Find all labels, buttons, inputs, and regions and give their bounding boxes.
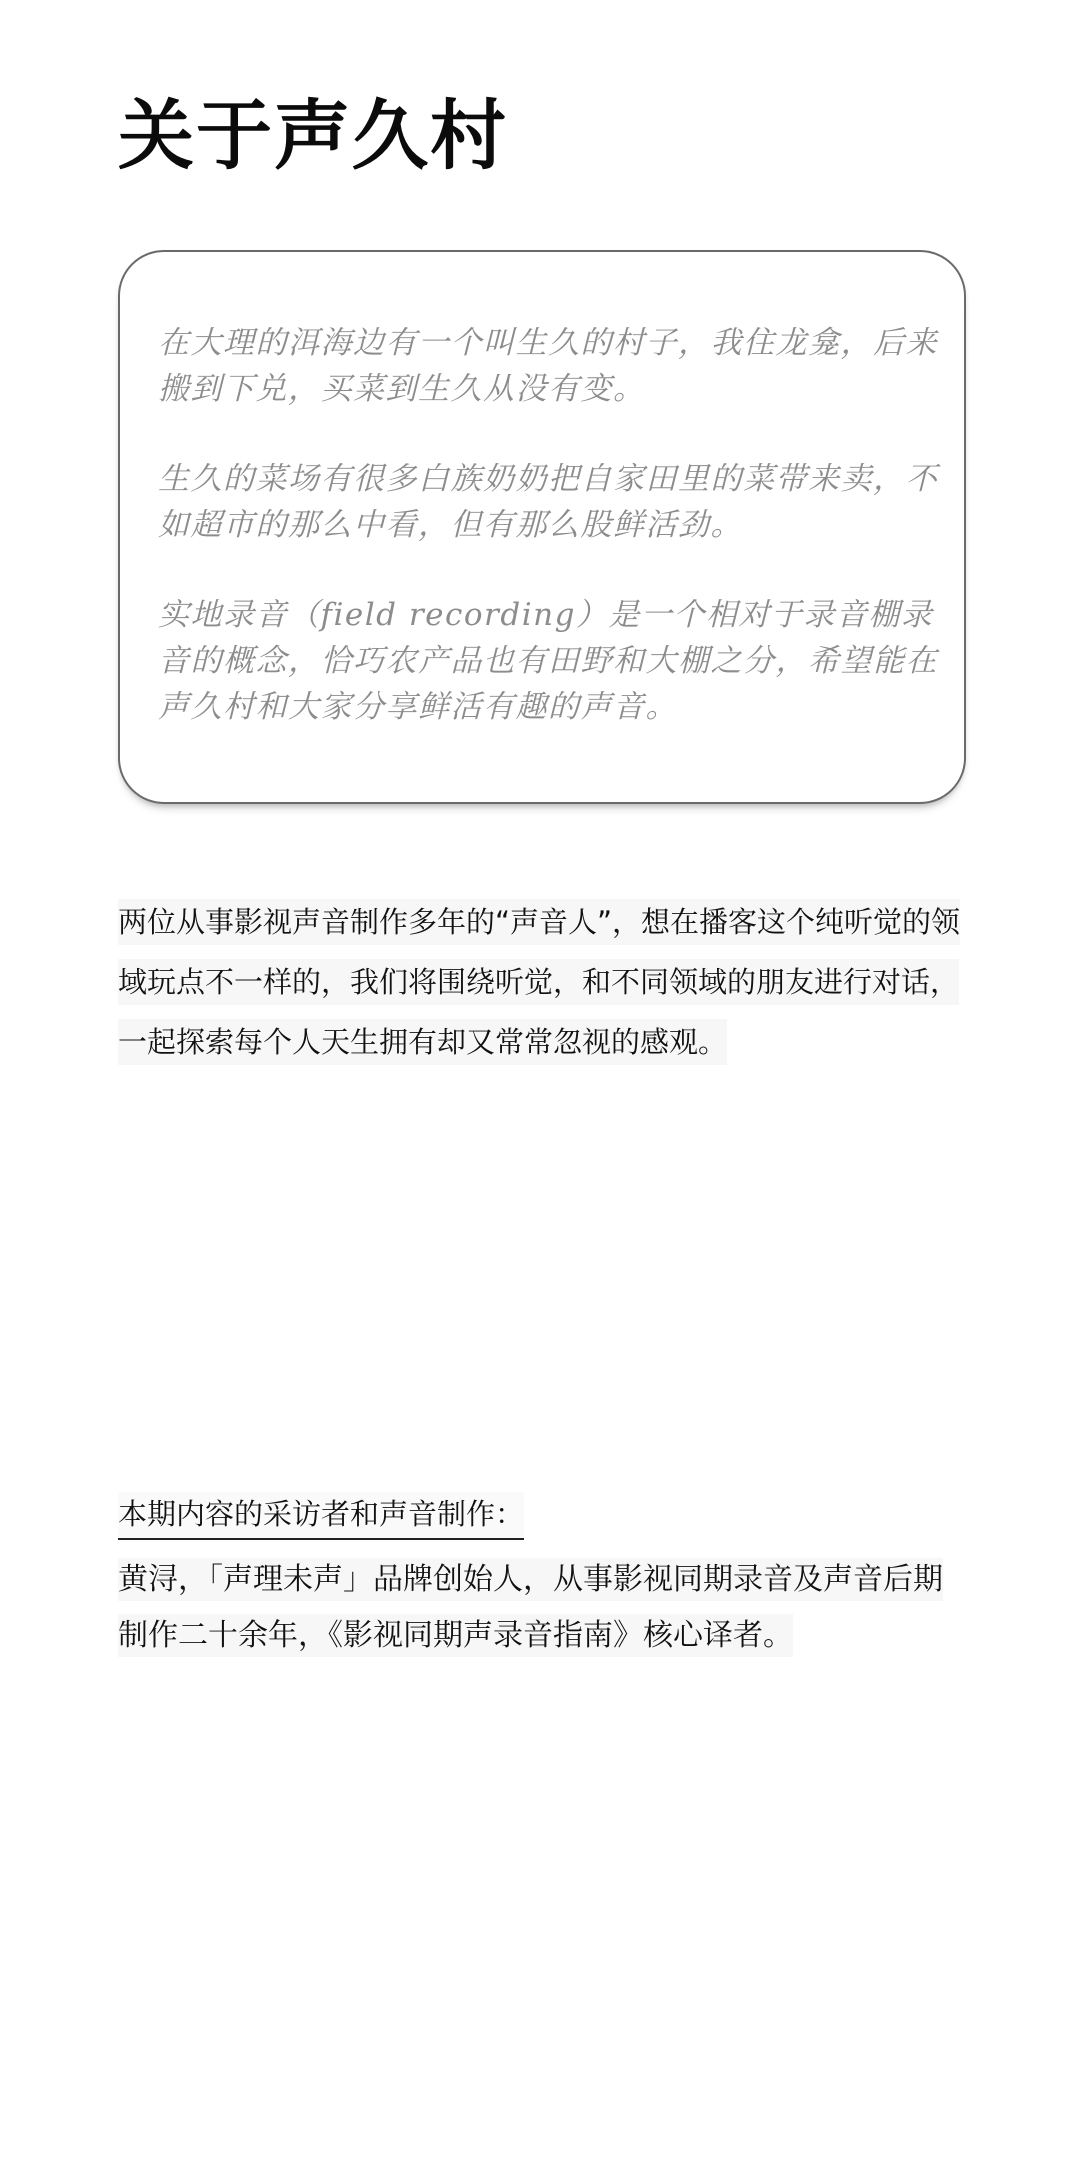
story-card (118, 250, 966, 804)
credits-text: 黄浔，「声理未声」品牌创始人，从事影视同期录音及声音后期制作二十余年，《影视同期声录音指南》核心译者。 (118, 1558, 943, 1657)
intro-paragraph (118, 892, 966, 1072)
story-paragraph-2: 生久的菜场有很多白族奶奶把自家田里的菜带来卖，不如超市的那么中看，但有那么股鲜活劲。 (158, 461, 938, 543)
story-paragraph-3: 实地录音（field recording）是一个相对于录音棚录音的概念，恰巧农产品也有田野和大棚之分，希望能在声久村和大家分享鲜活有趣的声音。 (158, 597, 938, 725)
credits-paragraph (118, 1552, 968, 1664)
page-title: 关于声久村 (118, 91, 508, 180)
story-paragraph-1: 在大理的洱海边有一个叫生久的村子，我住龙龛，后来搬到下兑，买菜到生久从没有变。 (158, 325, 938, 407)
intro-text: 两位从事影视声音制作多年的“声音人”，想在播客这个纯听觉的领域玩点不一样的，我们将围绕听觉，和不同领域的朋友进行对话，一起探索每个人天生拥有却又常常忽视的感观。 (118, 899, 960, 1065)
credits-heading: 本期内容的采访者和声音制作： (118, 1492, 524, 1540)
